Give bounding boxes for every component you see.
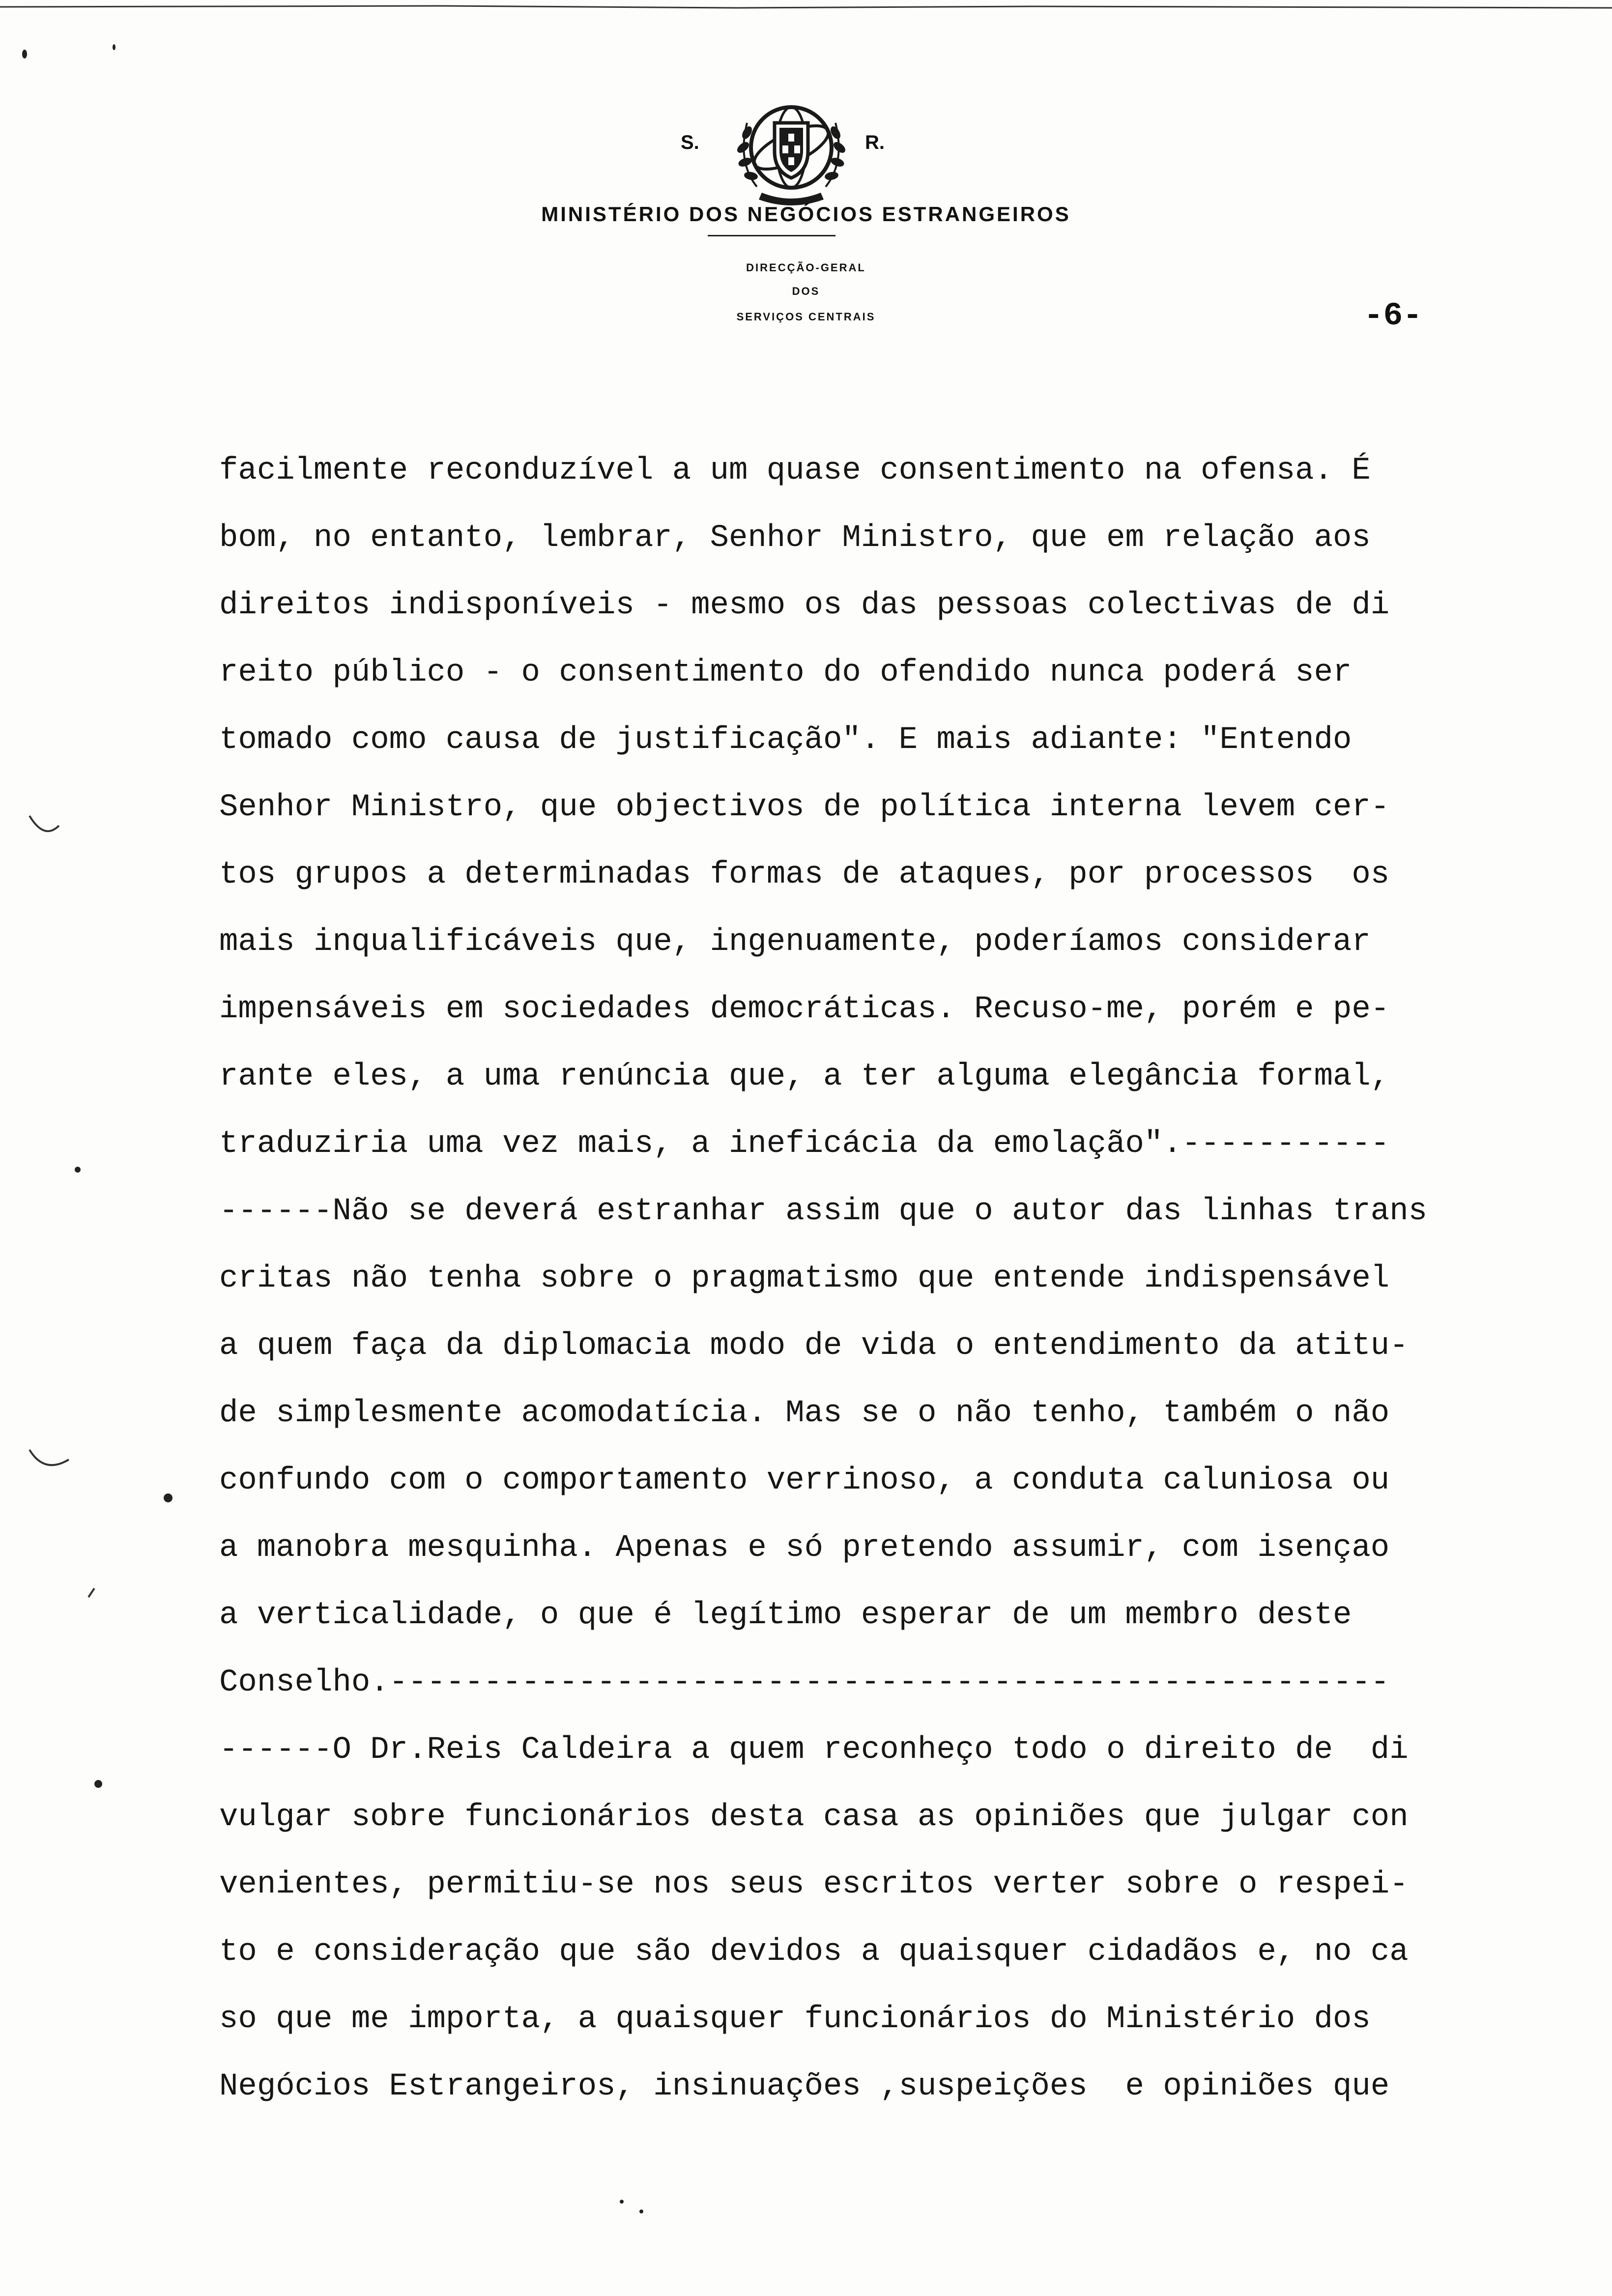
text-line: confundo com o comportamento verrinoso, a conduta caluniosa ou	[219, 1463, 1390, 1498]
text-line: a verticalidade, o que é legítimo esperar de um membro deste	[219, 1598, 1352, 1633]
department-line-1: DIRECÇÃO-GERAL	[746, 261, 866, 274]
text-line: vulgar sobre funcionários desta casa as opiniões que julgar con	[219, 1800, 1409, 1835]
text-line: facilmente reconduzível a um quase consentimento na ofensa. É	[219, 453, 1371, 488]
text-line: tos grupos a determinadas formas de ataques, por processos os	[219, 857, 1390, 892]
text-line: impensáveis em sociedades democráticas. Recuso-me, porém e pe-	[219, 992, 1390, 1027]
text-line: a manobra mesquinha. Apenas e só pretendo assumir, com isençao	[219, 1530, 1390, 1566]
text-line: tomado como causa de justificação". E mais adiante: "Entendo	[219, 722, 1352, 758]
text-line: ------Não se deverá estranhar assim que o autor das linhas trans	[219, 1194, 1427, 1229]
typed-body-text	[219, 437, 1507, 2121]
text-line: Negócios Estrangeiros, insinuações ,suspeições e opiniões que	[219, 2069, 1390, 2104]
ministry-divider	[708, 235, 835, 236]
text-line: to e consideração que são devidos a quaisquer cidadãos e, no ca	[219, 1934, 1409, 1970]
text-line: traduziria uma vez mais, a ineficácia da emolação".-----------	[219, 1126, 1390, 1162]
ministry-name: MINISTÉRIO DOS NEGÓCIOS ESTRANGEIROS	[541, 202, 1071, 226]
text-line: reito público - o consentimento do ofendido nunca poderá ser	[219, 655, 1352, 690]
scan-edge-line	[0, 2, 1612, 12]
department-line-2: DOS	[792, 285, 820, 297]
text-line: mais inqualificáveis que, ingenuamente, poderíamos considerar	[219, 924, 1371, 960]
text-line: de simplesmente acomodatícia. Mas se o não tenho, também o não	[219, 1396, 1390, 1431]
text-line: Conselho.-----------------------------------------------------	[219, 1665, 1390, 1700]
text-line: critas não tenha sobre o pragmatismo que entende indispensável	[219, 1261, 1390, 1296]
letterhead-initial-right: R.	[865, 132, 885, 153]
department-line-3: SERVIÇOS CENTRAIS	[736, 311, 876, 323]
text-line: so que me importa, a quaisquer funcionários do Ministério dos	[219, 2002, 1371, 2037]
text-line: direitos indisponíveis - mesmo os das pessoas colectivas de di	[219, 588, 1390, 623]
coat-of-arms-icon	[727, 88, 855, 211]
text-line: venientes, permitiu-se nos seus escritos verter sobre o respei-	[219, 1867, 1409, 1902]
text-line: Senhor Ministro, que objectivos de política interna levem cer-	[219, 790, 1390, 825]
text-line: rante eles, a uma renúncia que, a ter alguma elegância formal,	[219, 1059, 1390, 1094]
page-number: -6-	[1364, 297, 1422, 334]
text-line: bom, no entanto, lembrar, Senhor Ministro, que em relação aos	[219, 520, 1371, 556]
text-line: ------O Dr.Reis Caldeira a quem reconheço todo o direito de di	[219, 1732, 1409, 1768]
letterhead-initial-left: S.	[681, 132, 699, 153]
text-line: a quem faça da diplomacia modo de vida o entendimento da atitu-	[219, 1328, 1409, 1364]
